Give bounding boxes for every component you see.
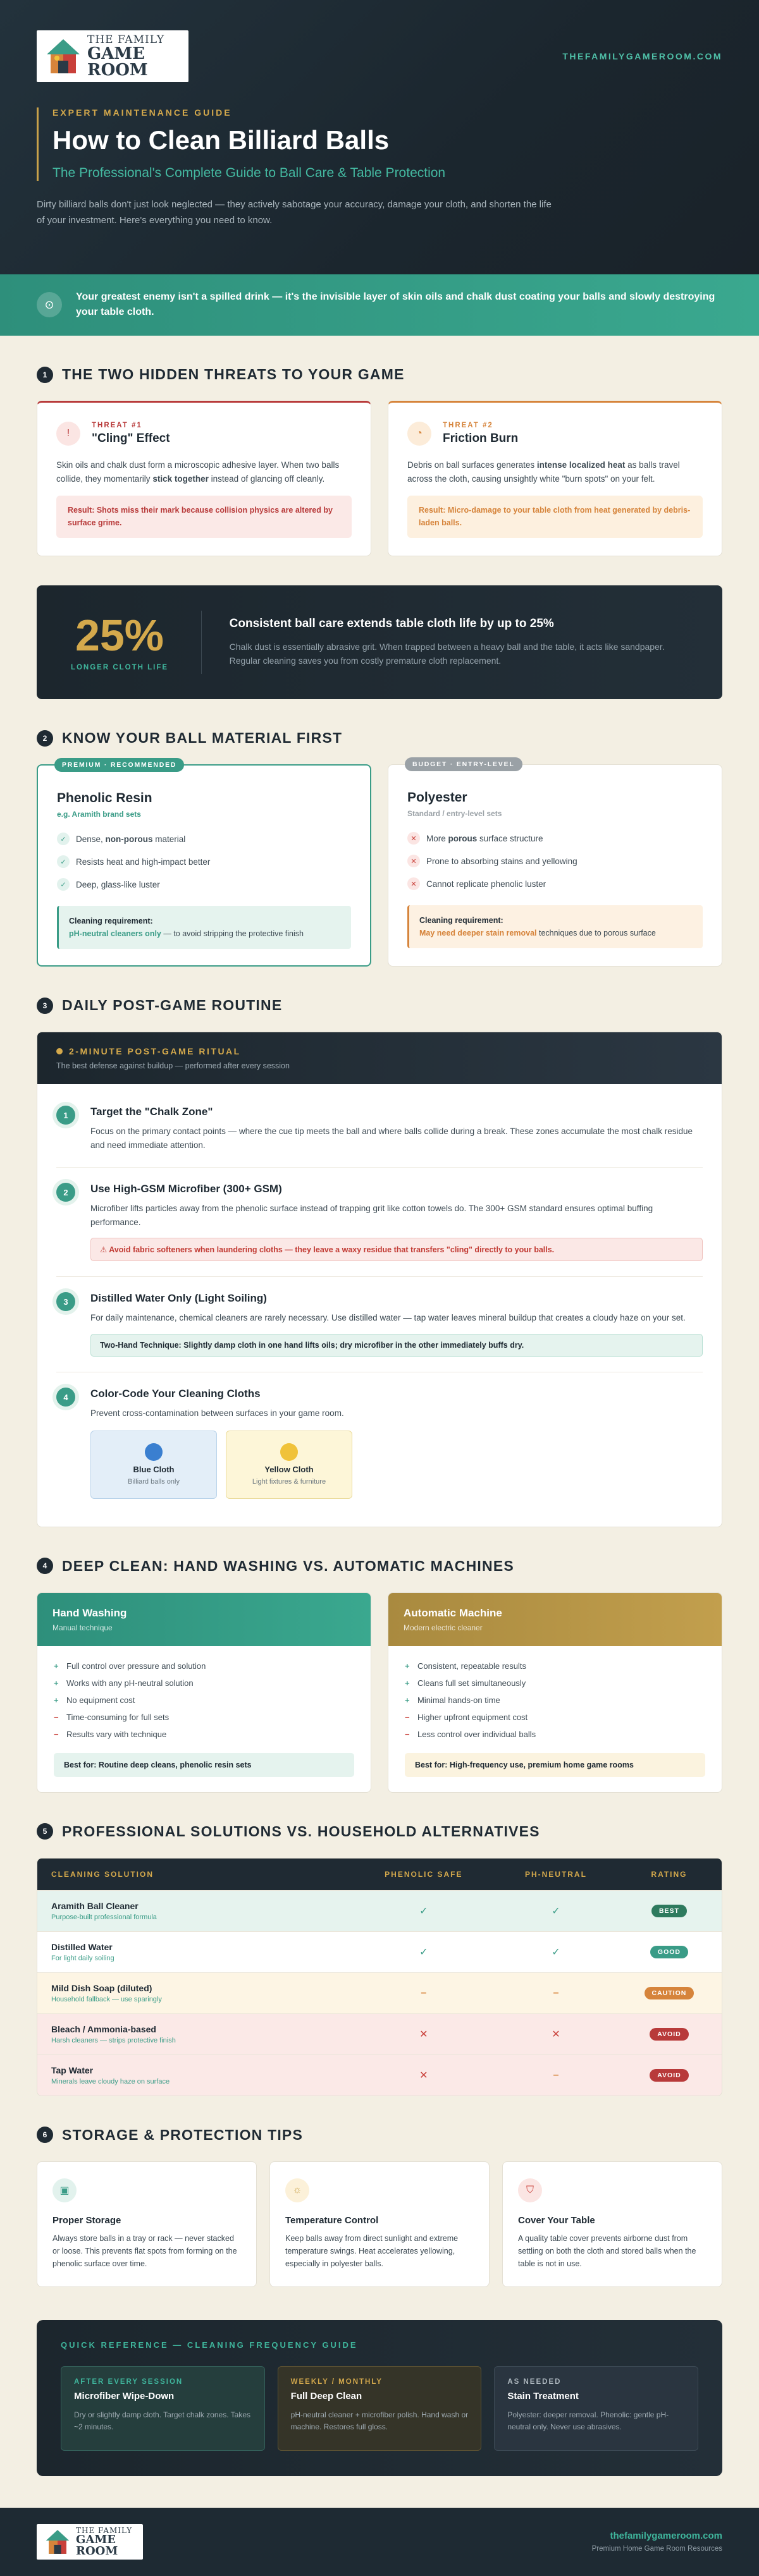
rating-cell — [617, 2054, 722, 2096]
phenolic-safe-cell — [352, 1972, 495, 2013]
frequency-body: pH-neutral cleaner + microfiber polish. Hand wash or machine. Restores full gloss. — [290, 2410, 469, 2431]
minus-icon: − — [405, 1712, 410, 1722]
threat-card-friction — [388, 401, 722, 556]
plus-icon: + — [405, 1661, 410, 1671]
dot-icon — [56, 1048, 63, 1054]
yes-icon: ✓ — [419, 1946, 428, 1958]
tip-body: Keep balls away from direct sunlight and extreme temperature swings. Heat accelerates yellowing, especially in polyester balls. — [285, 2233, 459, 2268]
frequency-item — [278, 2366, 482, 2451]
section-routine — [0, 967, 759, 1527]
stat-divider — [201, 611, 202, 674]
phenolic-safe-cell — [352, 2054, 495, 2096]
frequency-what: Full Deep Clean — [290, 2390, 362, 2402]
list-item: ✓ Deep, glass-like luster — [57, 873, 351, 896]
rating-cell — [617, 2013, 722, 2054]
ritual-sub: The best defense against buildup — performed after every session — [56, 1061, 290, 1071]
material-card-phenolic — [37, 761, 371, 967]
cloth-blue — [90, 1431, 217, 1499]
quick-reference — [37, 2320, 722, 2476]
x-icon: ✕ — [407, 877, 420, 890]
house-logo-icon — [44, 2528, 71, 2556]
logo-line-2: GAME ROOM — [87, 44, 148, 80]
check-icon: ✓ — [57, 833, 70, 845]
solution-cell: Distilled Water For light daily soiling — [37, 1931, 352, 1972]
ph-neutral-cell — [495, 2054, 617, 2096]
section-title: PROFESSIONAL SOLUTIONS VS. HOUSEHOLD ALTERNATIVES — [62, 1822, 540, 1840]
rating-badge: CAUTION — [645, 1987, 694, 1999]
ritual-title: 2-MINUTE POST-GAME RITUAL — [69, 1046, 241, 1057]
phenolic-safe-cell — [352, 1931, 495, 1972]
footer-tagline: Premium Home Game Room Resources — [591, 2545, 722, 2553]
routine-step — [56, 1372, 703, 1514]
routine-step — [56, 1168, 703, 1277]
stat-banner — [37, 585, 722, 699]
cloth-desc: Light fixtures & furniture — [252, 1478, 326, 1486]
step-body: For daily maintenance, chemical cleaners are rarely necessary. Use distilled water — tap water leaves mineral buildup that creates a cloudy haze on your set. — [90, 1313, 686, 1323]
solution-cell: Tap Water Minerals leave cloudy haze on surface — [37, 2054, 352, 2096]
table-row — [37, 2013, 722, 2054]
material-name: Polyester — [407, 790, 467, 805]
alert-text: Your greatest enemy isn't a spilled drink — it's the invisible layer of skin oils and chalk dust coating your balls and slowly destroying your table cloth. — [76, 291, 715, 318]
no-icon: ✕ — [552, 2029, 560, 2040]
minus-icon: − — [54, 1712, 59, 1722]
section-deep-clean — [0, 1527, 759, 1793]
check-icon: ✓ — [57, 855, 70, 868]
shield-icon: ⛉ — [518, 2178, 542, 2202]
ph-neutral-cell — [495, 1972, 617, 2013]
frequency-when: AS NEEDED — [507, 2378, 562, 2386]
solutions-table — [37, 1858, 722, 2096]
rating-badge: AVOID — [650, 2028, 688, 2041]
solution-cell: Aramith Ball Cleaner Purpose-built professional formula — [37, 1890, 352, 1931]
table-row — [37, 1931, 722, 1972]
step-number: 1 — [56, 1106, 75, 1125]
pro-item: + Consistent, repeatable results — [405, 1661, 526, 1671]
step-number: 2 — [56, 1183, 75, 1202]
section-number: 4 — [37, 1558, 53, 1574]
con-item: − Time-consuming for full sets — [54, 1712, 170, 1722]
section-solutions — [0, 1793, 759, 2096]
con-item: − Results vary with technique — [54, 1729, 167, 1739]
alert-banner — [0, 274, 759, 336]
alert-circle-icon: ! — [56, 422, 80, 446]
footer — [0, 2508, 759, 2576]
info-icon: ⊙ — [37, 292, 62, 317]
rating-cell — [617, 1972, 722, 2013]
frequency-what: Microfiber Wipe-Down — [74, 2390, 175, 2402]
frequency-when: AFTER EVERY SESSION — [74, 2378, 183, 2386]
rating-cell — [617, 1931, 722, 1972]
con-item: − Less control over individual balls — [405, 1729, 536, 1739]
hero-kicker: EXPERT MAINTENANCE GUIDE — [52, 107, 232, 118]
best-for: Best for: Routine deep cleans, phenolic resin sets — [54, 1753, 354, 1777]
table-row — [37, 2054, 722, 2096]
minus-icon: − — [405, 1729, 410, 1739]
pro-item: + Full control over pressure and solution — [54, 1661, 206, 1671]
material-name: Phenolic Resin — [57, 791, 152, 806]
stat-number-label: LONGER CLOTH LIFE — [70, 664, 169, 672]
cloth-name: Blue Cloth — [133, 1465, 175, 1475]
section-number: 5 — [37, 1823, 53, 1840]
threat-card-cling — [37, 401, 371, 556]
threat-body: Skin oils and chalk dust form a microscopic adhesive layer. When two balls collide, they momentarily stick together instead of glancing off cleanly. — [56, 460, 340, 484]
logo-line-1: THE FAMILY — [76, 2525, 133, 2535]
section-number: 2 — [37, 730, 53, 747]
step-title: Distilled Water Only (Light Soiling) — [90, 1292, 267, 1305]
section-title: KNOW YOUR BALL MATERIAL FIRST — [62, 729, 343, 747]
method-title: Hand Washing — [52, 1606, 127, 1619]
best-for: Best for: High-frequency use, premium home game rooms — [405, 1753, 705, 1777]
step-title: Color-Code Your Cleaning Cloths — [90, 1388, 261, 1400]
list-item: ✓ Dense, non-porous material — [57, 827, 351, 850]
material-sub: Standard / entry-level sets — [407, 809, 502, 819]
flame-icon: ◔ — [407, 422, 431, 446]
rating-cell — [617, 1890, 722, 1931]
step-body: Focus on the primary contact points — where the cue tip meets the ball and where balls collide during a break. These zones accumulate the most chalk residue and need immediate attention. — [90, 1126, 693, 1150]
routine-step — [56, 1090, 703, 1168]
con-item: − Higher upfront equipment cost — [405, 1712, 528, 1722]
cloth-yellow — [226, 1431, 352, 1499]
rating-badge: BEST — [651, 1905, 687, 1917]
yes-icon: ✓ — [419, 1905, 428, 1917]
material-tag: BUDGET · ENTRY-LEVEL — [405, 757, 522, 771]
pro-item: + Works with any pH-neutral solution — [54, 1678, 194, 1688]
hero-intro: Dirty billiard balls don't just look neglected — they actively sabotage your accuracy, damage your cloth, and shorten the life of your investment. Here's everything you need to know. — [37, 199, 552, 226]
section-title: THE TWO HIDDEN THREATS TO YOUR GAME — [62, 366, 405, 383]
stat-number: 25% — [75, 611, 164, 661]
dash-icon: – — [553, 2069, 559, 2080]
step-number: 3 — [56, 1292, 75, 1311]
table-row — [37, 1890, 722, 1931]
step-body: Microfiber lifts particles away from the phenolic surface instead of trapping grit like cotton towels do. The 300+ GSM standard ensures optimal buffing performance. — [90, 1204, 653, 1227]
no-icon: ✕ — [419, 2070, 428, 2081]
hand-washing-card — [37, 1592, 371, 1793]
column-header: PHENOLIC SAFE — [385, 1869, 463, 1879]
step-number: 4 — [56, 1388, 75, 1407]
pro-item: + Cleans full set simultaneously — [405, 1678, 526, 1688]
site-link[interactable]: THEFAMILYGAMEROOM.COM — [562, 51, 722, 61]
yes-icon: ✓ — [552, 1946, 560, 1958]
page-subtitle: The Professional's Complete Guide to Ball Care & Table Protection — [52, 166, 446, 180]
hero-header — [0, 0, 759, 274]
threat-label: THREAT #1 — [92, 422, 142, 430]
cleaning-requirement: Cleaning requirement: pH-neutral cleaners only — to avoid stripping the protective finish — [57, 906, 351, 949]
house-logo-icon — [44, 37, 82, 76]
tip-card — [502, 2161, 722, 2287]
frequency-body: Polyester: deeper removal. Phenolic: gentle pH-neutral only. Never use abrasives. — [507, 2410, 669, 2431]
step-body: Prevent cross-contamination between surfaces in your game room. — [90, 1408, 344, 1418]
section-title: DEEP CLEAN: HAND WASHING VS. AUTOMATIC MACHINES — [62, 1557, 514, 1574]
tip-card — [37, 2161, 257, 2287]
x-icon: ✕ — [407, 832, 420, 845]
ph-neutral-cell — [495, 1890, 617, 1931]
step-warning: ⚠ Avoid fabric softeners when laundering cloths — they leave a waxy residue that transfers "cling" directly to your balls. — [90, 1238, 703, 1261]
yellow-dot-icon — [280, 1443, 298, 1461]
section-storage — [0, 2096, 759, 2476]
phenolic-safe-cell — [352, 2013, 495, 2054]
cleaning-requirement: Cleaning requirement: May need deeper stain removal techniques due to porous surface — [407, 905, 703, 948]
tip-title: Cover Your Table — [518, 2214, 595, 2226]
frequency-body: Dry or slightly damp cloth. Target chalk zones. Takes ~2 minutes. — [74, 2410, 251, 2431]
threat-body: Debris on ball surfaces generates intense localized heat as balls travel across the cloth, causing unsightly white "burn spots" on your felt. — [407, 460, 680, 484]
threat-result: Result: Shots miss their mark because collision physics are altered by surface grime. — [56, 496, 352, 538]
dash-icon: – — [421, 1987, 427, 1998]
method-sub: Modern electric cleaner — [404, 1623, 483, 1632]
material-card-polyester — [388, 760, 722, 967]
stat-heading: Consistent ball care extends table cloth life by up to 25% — [229, 616, 554, 630]
step-tip: Two-Hand Technique: Slightly damp cloth in one hand lifts oils; dry microfiber in the other immediately buffs dry. — [90, 1334, 703, 1357]
list-item: ✕ More porous surface structure — [407, 827, 703, 850]
frequency-when: WEEKLY / MONTHLY — [290, 2378, 383, 2386]
solution-cell: Mild Dish Soap (diluted) Household fallback — use sparingly — [37, 1972, 352, 2013]
phenolic-safe-cell — [352, 1890, 495, 1931]
tip-card — [269, 2161, 490, 2287]
tip-title: Temperature Control — [285, 2214, 379, 2226]
automatic-machine-card — [388, 1592, 722, 1793]
check-icon: ✓ — [57, 878, 70, 891]
list-item: ✓ Resists heat and high-impact better — [57, 850, 351, 873]
yes-icon: ✓ — [552, 1905, 560, 1917]
no-icon: ✕ — [419, 2029, 428, 2040]
frequency-item — [494, 2366, 698, 2451]
plus-icon: + — [54, 1661, 59, 1671]
pro-item: + No equipment cost — [54, 1695, 135, 1705]
step-title: Use High-GSM Microfiber (300+ GSM) — [90, 1183, 282, 1195]
method-title: Automatic Machine — [404, 1606, 502, 1619]
section-threats — [0, 336, 759, 699]
solution-cell: Bleach / Ammonia-based Harsh cleaners — strips protective finish — [37, 2013, 352, 2054]
plus-icon: + — [54, 1678, 59, 1688]
page-title: How to Clean Billiard Balls — [52, 125, 390, 155]
threat-result: Result: Micro-damage to your table cloth from heat generated by debris-laden balls. — [407, 496, 703, 538]
stat-body: Chalk dust is essentially abrasive grit. When trapped between a heavy ball and the table, it acts like sandpaper. Regular cleaning saves you from costly premature cloth replacement. — [229, 641, 665, 666]
column-header: PH-NEUTRAL — [524, 1869, 587, 1879]
rating-badge: GOOD — [650, 1946, 688, 1958]
pro-item: + Minimal hands-on time — [405, 1695, 500, 1705]
frequency-item — [61, 2366, 265, 2451]
section-materials — [0, 699, 759, 967]
cloth-name: Yellow Cloth — [264, 1465, 314, 1475]
site-logo[interactable] — [37, 30, 188, 82]
threat-name: "Cling" Effect — [92, 432, 170, 446]
section-number: 1 — [37, 367, 53, 383]
material-sub: e.g. Aramith brand sets — [57, 810, 141, 819]
tip-title: Proper Storage — [52, 2214, 121, 2226]
sun-icon: ☼ — [285, 2178, 309, 2202]
footer-logo[interactable] — [37, 2524, 143, 2560]
logo-line-2: GAME ROOM — [76, 2532, 118, 2558]
section-title: DAILY POST-GAME ROUTINE — [62, 997, 283, 1014]
section-number: 3 — [37, 998, 53, 1014]
storage-box-icon: ▣ — [52, 2178, 77, 2202]
logo-line-1: THE FAMILY — [87, 33, 165, 46]
table-row — [37, 1972, 722, 2013]
list-item: ✕ Cannot replicate phenolic luster — [407, 872, 703, 895]
routine-step — [56, 1277, 703, 1372]
footer-url[interactable]: thefamilygameroom.com — [610, 2530, 722, 2542]
material-tag: PREMIUM · RECOMMENDED — [54, 758, 184, 772]
routine-card — [37, 1032, 722, 1527]
tip-body: A quality table cover prevents airborne dust from settling on both the cloth and stored balls when the table is not in use. — [518, 2233, 696, 2268]
step-title: Target the "Chalk Zone" — [90, 1106, 213, 1118]
column-header: RATING — [651, 1869, 688, 1879]
minus-icon: − — [54, 1729, 59, 1739]
section-title: STORAGE & PROTECTION TIPS — [62, 2126, 303, 2143]
column-header: CLEANING SOLUTION — [51, 1869, 154, 1879]
blue-dot-icon — [145, 1443, 163, 1461]
frequency-what: Stain Treatment — [507, 2390, 579, 2402]
threat-name: Friction Burn — [443, 432, 519, 446]
plus-icon: + — [405, 1678, 410, 1688]
rating-badge: AVOID — [650, 2069, 688, 2082]
method-sub: Manual technique — [52, 1623, 113, 1632]
ph-neutral-cell — [495, 1931, 617, 1972]
quick-reference-title: QUICK REFERENCE — CLEANING FREQUENCY GUIDE — [61, 2340, 358, 2350]
tip-body: Always store balls in a tray or rack — never stacked or loose. This prevents flat spots from forming on the phenolic surface over time. — [52, 2233, 237, 2268]
section-number: 6 — [37, 2127, 53, 2143]
list-item: ✕ Prone to absorbing stains and yellowing — [407, 850, 703, 872]
plus-icon: + — [405, 1695, 410, 1705]
cloth-desc: Billiard balls only — [128, 1478, 180, 1486]
threat-label: THREAT #2 — [443, 422, 493, 430]
x-icon: ✕ — [407, 855, 420, 867]
dash-icon: – — [553, 1987, 559, 1998]
plus-icon: + — [54, 1695, 59, 1705]
ph-neutral-cell — [495, 2013, 617, 2054]
